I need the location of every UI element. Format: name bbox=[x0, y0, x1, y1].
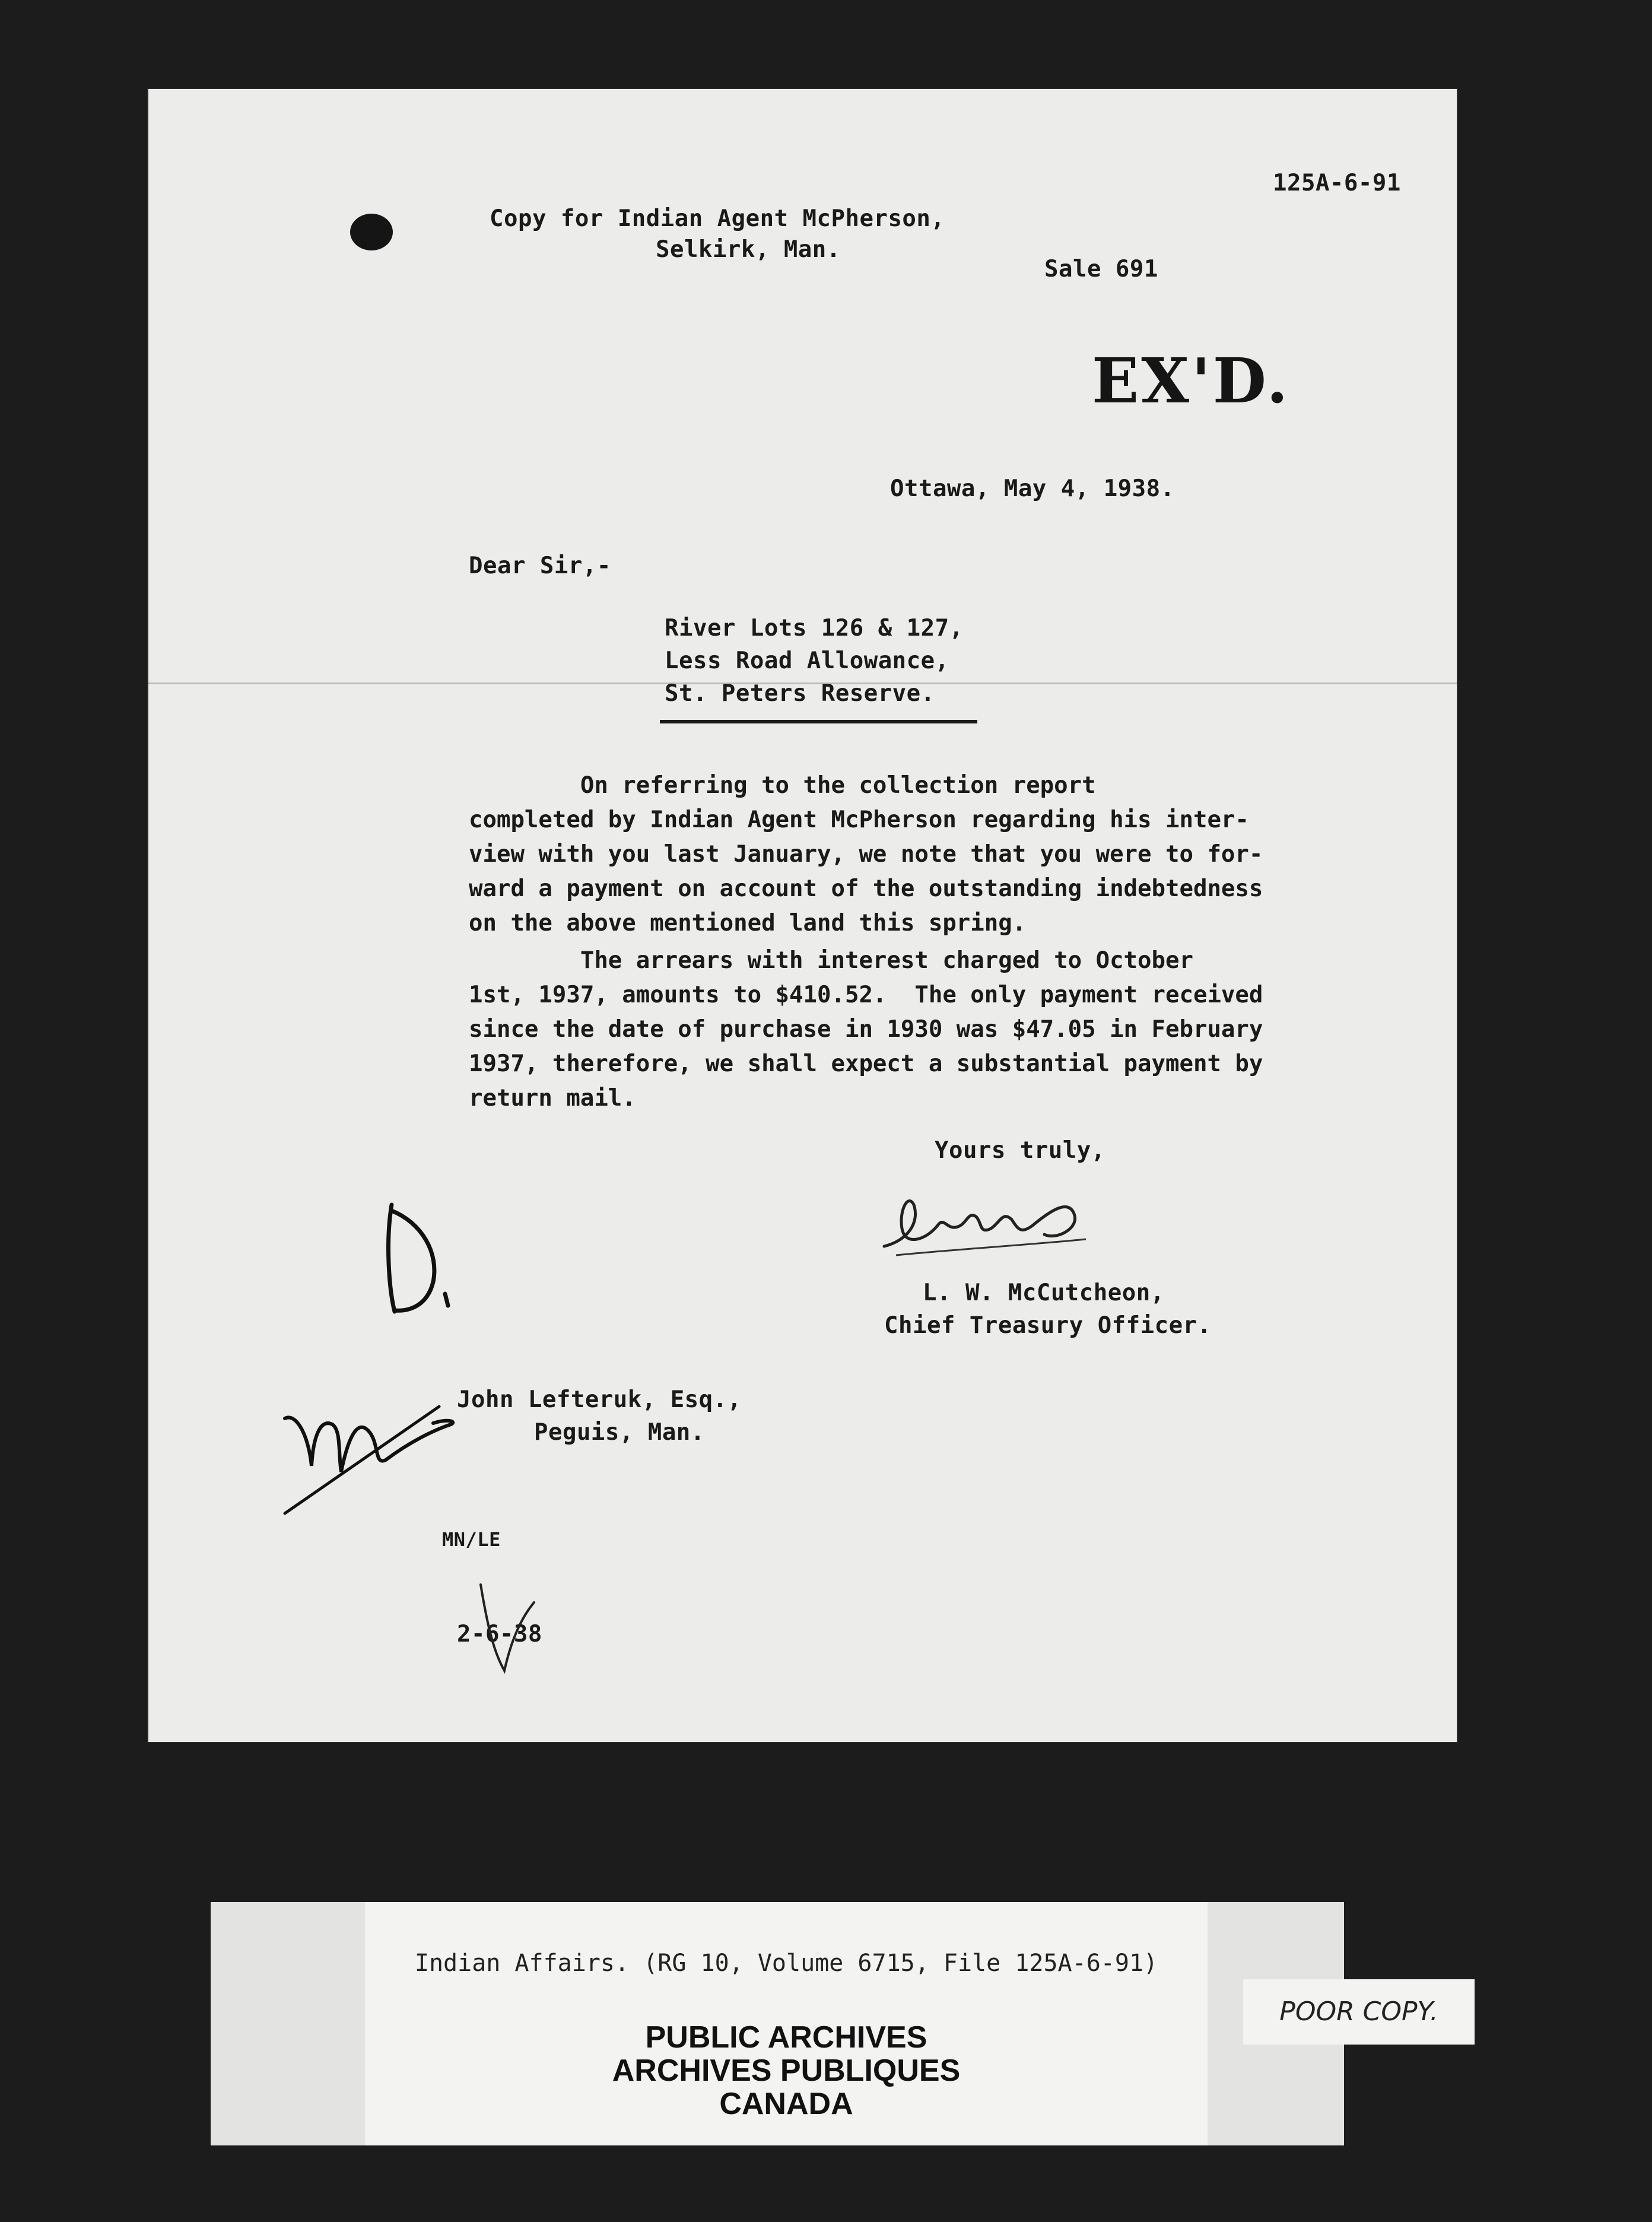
file-reference: 125A-6-91 bbox=[1273, 170, 1401, 196]
paragraph-1-line: completed by Indian Agent McPherson regarding his inter- bbox=[469, 807, 1249, 833]
sale-number: Sale 691 bbox=[1044, 256, 1158, 282]
exd-stamp: EX'D. bbox=[1092, 344, 1291, 417]
salutation: Dear Sir,- bbox=[469, 553, 611, 579]
paragraph-2-line: 1st, 1937, amounts to $410.52. The only payment received bbox=[469, 982, 1263, 1008]
paragraph-2-line: since the date of purchase in 1930 was $47.05 in February bbox=[469, 1016, 1263, 1043]
subject-underline bbox=[660, 720, 977, 723]
copy-line-2: Selkirk, Man. bbox=[656, 236, 841, 263]
archive-line-1: PUBLIC ARCHIVES bbox=[645, 2020, 927, 2055]
archive-line-3: CANADA bbox=[719, 2087, 853, 2121]
typist-initials: MN/LE bbox=[442, 1528, 501, 1551]
recipient-place: Peguis, Man. bbox=[534, 1419, 705, 1446]
ink-blot bbox=[350, 214, 393, 250]
signer-title: Chief Treasury Officer. bbox=[884, 1312, 1212, 1339]
archive-label bbox=[211, 1902, 1344, 2145]
archive-name bbox=[365, 2021, 1208, 2121]
paragraph-2-line: The arrears with interest charged to October bbox=[469, 947, 1193, 974]
marginal-initials bbox=[243, 1157, 528, 1525]
signature-scribble bbox=[872, 1169, 1157, 1270]
paragraph-1-line: on the above mentioned land this spring. bbox=[469, 910, 1027, 937]
letter-page bbox=[148, 89, 1457, 1742]
paragraph-1-line: On referring to the collection report bbox=[469, 772, 1096, 799]
archive-line-2: ARCHIVES PUBLIQUES bbox=[612, 2053, 961, 2088]
signer-name: L. W. McCutcheon, bbox=[923, 1280, 1165, 1306]
letter-date: Ottawa, May 4, 1938. bbox=[890, 475, 1175, 502]
paragraph-2 bbox=[469, 944, 1288, 1116]
paragraph-2-line: return mail. bbox=[469, 1085, 636, 1112]
copy-line-1: Copy for Indian Agent McPherson, bbox=[490, 205, 945, 232]
paragraph-1-line: ward a payment on account of the outstanding indebtedness bbox=[469, 875, 1263, 902]
subject-line-1: River Lots 126 & 127, bbox=[665, 615, 964, 642]
archive-label-inner bbox=[365, 1902, 1208, 2145]
subject-line-3: St. Peters Reserve. bbox=[665, 680, 935, 707]
filed-date: 2-6-38 bbox=[457, 1621, 542, 1648]
paragraph-1-line: view with you last January, we note that you were to for- bbox=[469, 841, 1263, 868]
paragraph-2-line: 1937, therefore, we shall expect a substantial payment by bbox=[469, 1050, 1263, 1077]
closing: Yours truly, bbox=[935, 1137, 1105, 1164]
paragraph-1 bbox=[469, 769, 1288, 941]
archive-source: Indian Affairs. (RG 10, Volume 6715, File 125A-6-91) bbox=[414, 1950, 1158, 1977]
subject-line-2: Less Road Allowance, bbox=[665, 647, 949, 674]
poor-copy-note: POOR COPY. bbox=[1243, 1979, 1475, 2045]
check-mark bbox=[469, 1573, 540, 1680]
recipient-name: John Lefteruk, Esq., bbox=[457, 1386, 742, 1413]
